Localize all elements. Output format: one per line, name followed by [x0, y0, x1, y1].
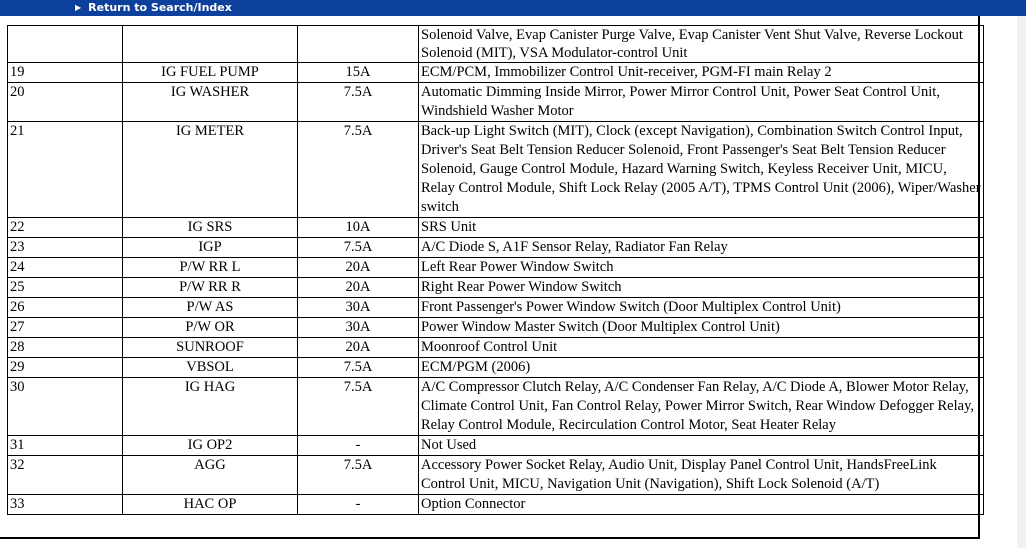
fuse-number-cell: 21 [8, 122, 123, 218]
content-frame [0, 16, 980, 539]
amperage-cell: 7.5A [298, 456, 419, 495]
fuse-name-cell: IG OP2 [123, 436, 298, 456]
return-link-label: Return to Search/Index [88, 1, 232, 14]
fuse-number-cell: 26 [8, 298, 123, 318]
components-cell: Moonroof Control Unit [419, 338, 984, 358]
components-cell: Accessory Power Socket Relay, Audio Unit, Display Panel Control Unit, HandsFreeLink Control Unit, MICU, Navigation Unit (Navigation), Shift Lock Solenoid (A/T) [419, 456, 984, 495]
amperage-cell: 30A [298, 298, 419, 318]
fuse-number-cell: 32 [8, 456, 123, 495]
fuse-number-cell: 29 [8, 358, 123, 378]
amperage-cell: - [298, 495, 419, 515]
amperage-cell: 7.5A [298, 358, 419, 378]
amperage-cell: 7.5A [298, 378, 419, 436]
amperage-cell: 15A [298, 63, 419, 83]
fuse-number-cell: 24 [8, 258, 123, 278]
fuse-name-cell: P/W AS [123, 298, 298, 318]
table-row [8, 436, 984, 456]
table-row [8, 238, 984, 258]
table-row [8, 318, 984, 338]
fuse-number-cell: 25 [8, 278, 123, 298]
fuse-name-cell: P/W RR R [123, 278, 298, 298]
fuse-number-cell: 28 [8, 338, 123, 358]
fuse-name-cell: HAC OP [123, 495, 298, 515]
components-cell: Not Used [419, 436, 984, 456]
fuse-number-cell: 22 [8, 218, 123, 238]
fuse-number-cell: 27 [8, 318, 123, 338]
amperage-cell [298, 26, 419, 63]
top-nav-bar [0, 0, 1026, 16]
fuse-table-body [8, 26, 984, 515]
fuse-number-cell: 33 [8, 495, 123, 515]
amperage-cell: 30A [298, 318, 419, 338]
amperage-cell: 7.5A [298, 238, 419, 258]
return-to-search-link[interactable] [75, 0, 232, 16]
fuse-name-cell: AGG [123, 456, 298, 495]
components-cell: Solenoid Valve, Evap Canister Purge Valve, Evap Canister Vent Shut Valve, Reverse Lockout Solenoid (MIT), VSA Modulator-control Unit [419, 26, 984, 63]
components-cell: Right Rear Power Window Switch [419, 278, 984, 298]
amperage-cell: 10A [298, 218, 419, 238]
fuse-name-cell: P/W OR [123, 318, 298, 338]
components-cell: Front Passenger's Power Window Switch (Door Multiplex Control Unit) [419, 298, 984, 318]
fuse-number-cell: 20 [8, 83, 123, 122]
fuse-name-cell: SUNROOF [123, 338, 298, 358]
fuse-name-cell: IG SRS [123, 218, 298, 238]
fuse-name-cell: P/W RR L [123, 258, 298, 278]
scrollbar[interactable] [1017, 16, 1026, 548]
table-row [8, 83, 984, 122]
table-row [8, 298, 984, 318]
table-row [8, 378, 984, 436]
fuse-table [7, 25, 984, 515]
components-cell: ECM/PCM, Immobilizer Control Unit-receiver, PGM-FI main Relay 2 [419, 63, 984, 83]
fuse-name-cell: IG HAG [123, 378, 298, 436]
components-cell: Back-up Light Switch (MIT), Clock (except Navigation), Combination Switch Control Input, Driver's Seat Belt Tension Reducer Solenoid, Front Passenger's Seat Belt Tension Reducer Solenoid, Gauge Control Module, Hazard Warning Switch, Keyless Receiver Unit, MICU, Relay Control Module, Shift Lock Relay (2005 A/T), TPMS Control Unit (2006), Wiper/Washer switch [419, 122, 984, 218]
fuse-name-cell: IG WASHER [123, 83, 298, 122]
components-cell: ECM/PGM (2006) [419, 358, 984, 378]
components-cell: A/C Diode S, A1F Sensor Relay, Radiator Fan Relay [419, 238, 984, 258]
components-cell: SRS Unit [419, 218, 984, 238]
components-cell: Automatic Dimming Inside Mirror, Power Mirror Control Unit, Power Seat Control Unit, Windshield Washer Motor [419, 83, 984, 122]
amperage-cell: 20A [298, 338, 419, 358]
table-row [8, 258, 984, 278]
table-row [8, 122, 984, 218]
table-row [8, 26, 984, 63]
amperage-cell: - [298, 436, 419, 456]
table-row [8, 218, 984, 238]
table-row [8, 338, 984, 358]
fuse-number-cell [8, 26, 123, 63]
triangle-right-icon: ▶ [75, 3, 82, 12]
amperage-cell: 20A [298, 258, 419, 278]
fuse-name-cell: IG FUEL PUMP [123, 63, 298, 83]
fuse-name-cell [123, 26, 298, 63]
fuse-name-cell: IG METER [123, 122, 298, 218]
fuse-name-cell: IGP [123, 238, 298, 258]
components-cell: Option Connector [419, 495, 984, 515]
components-cell: Left Rear Power Window Switch [419, 258, 984, 278]
table-row [8, 278, 984, 298]
table-row [8, 456, 984, 495]
table-row [8, 495, 984, 515]
fuse-name-cell: VBSOL [123, 358, 298, 378]
amperage-cell: 7.5A [298, 122, 419, 218]
amperage-cell: 20A [298, 278, 419, 298]
fuse-number-cell: 31 [8, 436, 123, 456]
components-cell: A/C Compressor Clutch Relay, A/C Condenser Fan Relay, A/C Diode A, Blower Motor Relay, Climate Control Unit, Fan Control Relay, Power Mirror Switch, Rear Window Defogger Relay, Relay Control Module, Recirculation Control Motor, Seat Heater Relay [419, 378, 984, 436]
fuse-number-cell: 19 [8, 63, 123, 83]
table-row [8, 63, 984, 83]
components-cell: Power Window Master Switch (Door Multiplex Control Unit) [419, 318, 984, 338]
amperage-cell: 7.5A [298, 83, 419, 122]
table-row [8, 358, 984, 378]
fuse-number-cell: 30 [8, 378, 123, 436]
fuse-number-cell: 23 [8, 238, 123, 258]
